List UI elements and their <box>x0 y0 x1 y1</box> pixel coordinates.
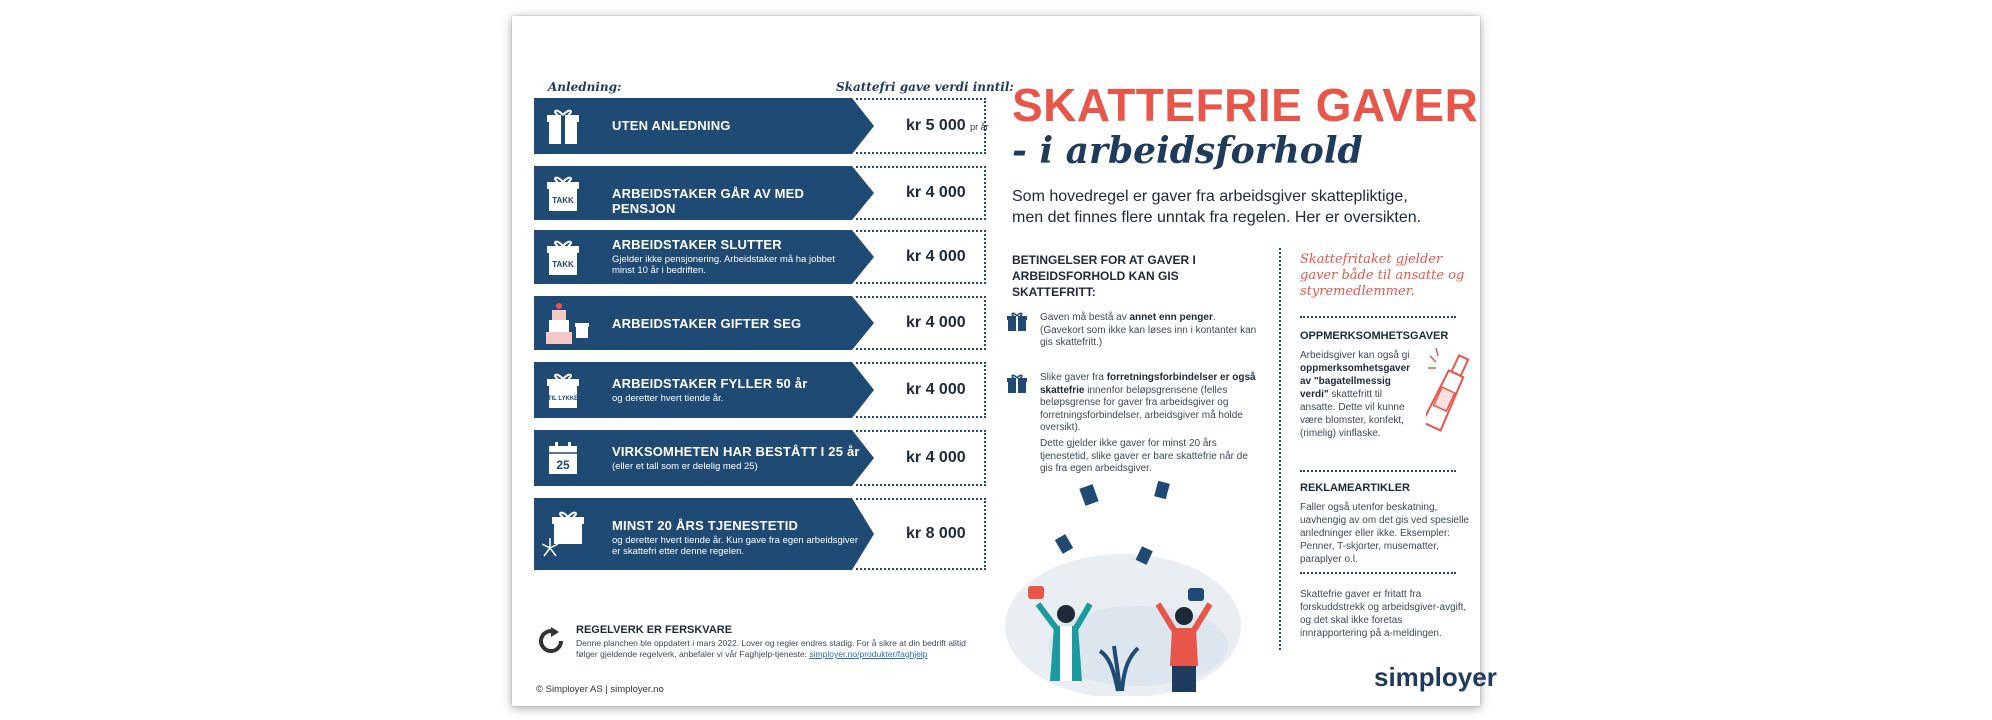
gift-icon <box>1006 372 1028 394</box>
section-text: Arbeidsgiver kan også gi oppmerksomhetsgaver av "bagatellmessig verdi" skattefritt til ansatte. Dette vil kunne være blomster, konfekt, (rimelig) vinflaske. <box>1300 350 1411 439</box>
calendar-25-icon <box>546 438 580 478</box>
row-subtitle: og deretter hvert tiende år. <box>612 393 724 404</box>
row-title: ARBEIDSTAKER GÅR AV MED PENSJON <box>612 186 805 216</box>
page-subtitle: - i arbeidsforhold <box>1012 130 1363 172</box>
value-header: Skattefri gave verdi inntil: <box>836 80 1014 94</box>
svg-text:TAKK: TAKK <box>552 260 574 269</box>
svg-text:TIL LYKKE: TIL LYKKE <box>547 396 579 402</box>
gift-takk-icon <box>546 237 580 277</box>
row-subtitle: og deretter hvert tiende år. Kun gave fra egen arbeidsgiver er skattefri etter denne regelen. <box>612 535 859 557</box>
occasion-row <box>534 430 966 486</box>
row-amount: kr 4 000 <box>906 449 966 466</box>
promo-items-section <box>1300 482 1470 566</box>
gift-fireworks-icon <box>542 508 586 560</box>
copyright: © Simployer AS | simployer.no <box>536 684 664 695</box>
occasion-row <box>534 296 966 350</box>
row-title: UTEN ANLEDNING <box>612 118 731 133</box>
row-title: ARBEIDSTAKER GIFTER SEG <box>612 316 802 331</box>
occasion-row <box>534 230 966 284</box>
row-amount: kr 4 000 <box>906 314 966 331</box>
row-title: ARBEIDSTAKER SLUTTER <box>612 237 782 252</box>
occasion-row <box>534 166 966 220</box>
intro-text: Som hovedregel er gaver fra arbeidsgiver skattepliktige, men det finnes flere unntak fra regelen. Her er oversikten. <box>1012 188 1422 226</box>
occasion-row <box>534 498 966 570</box>
conditions-heading: BETINGELSER FOR AT GAVER I ARBEIDSFORHOLD KAN GIS SKATTEFRITT: <box>1012 253 1196 299</box>
refresh-icon <box>536 626 566 656</box>
row-title: ARBEIDSTAKER FYLLER 50 år <box>612 376 808 391</box>
row-title: VIRKSOMHETEN HAR BESTÅTT I 25 år <box>612 444 860 459</box>
disclaimer-text: Denne planchen ble oppdatert i mars 2022. Lover og regler endres stadig. For å sikre at din bedrift alltid følger gjeldende regelverk, anbefaler vi vår Faghjelp-tjeneste: simployer.no/produkter/faghjelp <box>576 638 966 659</box>
divider <box>1300 316 1456 318</box>
row-title: MINST 20 ÅRS TJENESTETID <box>612 518 799 533</box>
row-subtitle: Gjelder ikke pensjonering. Arbeidstaker må ha jobbet minst 10 år i bedriften. <box>612 254 835 276</box>
svg-text:TAKK: TAKK <box>552 196 574 205</box>
gift-icon <box>546 106 580 146</box>
divider <box>1300 572 1456 574</box>
divider <box>1300 470 1456 472</box>
column-divider <box>1279 248 1281 650</box>
row-amount: kr 5 000 pr år <box>906 117 989 134</box>
faghjelp-link[interactable]: simployer.no/produkter/faghjelp <box>809 649 928 659</box>
gift-til-lykke-icon <box>546 370 580 410</box>
champagne-bottle-icon <box>1426 346 1470 436</box>
highlight-note: Skattefritaket gjelder gaver både til ansatte og styremedlemmer. <box>1300 252 1465 299</box>
celebration-illustration <box>988 476 1258 696</box>
row-amount: kr 4 000 <box>906 381 966 398</box>
section-text: Faller også utenfor beskatning, uavhengig av om det gis ved spesielle anledninger eller ikke. Eksempler: Penner, T-skjorter, musematter, paraplyer o.l. <box>1300 502 1469 565</box>
page-title: SKATTEFRIE GAVER <box>1012 79 1479 131</box>
row-amount: kr 8 000 <box>906 525 966 542</box>
row-amount: kr 4 000 <box>906 248 966 265</box>
infographic-sheet <box>512 16 1497 706</box>
wedding-cake-icon <box>542 300 592 346</box>
condition-item: Slike gaver fra forretningsforbindelser er også skattefrie innenfor beløpsgrensene (felles beløpsgrense for gaver fra arbeidsgiver og forretningsforbindelser, arbeidsgiver må holde oversikt). <box>1040 372 1256 433</box>
section-heading: OPPMERKSOMHETSGAVER <box>1300 330 1449 342</box>
condition-note: Dette gjelder ikke gaver for minst 20 års tjenestetid, slike gaver er bare skattefrie når de gis fra egen arbeidsgiver. <box>1040 438 1248 474</box>
occasion-row <box>534 98 989 154</box>
occasion-row <box>534 362 966 418</box>
svg-text:25: 25 <box>556 458 570 472</box>
section-heading: REKLAMEARTIKLER <box>1300 482 1410 494</box>
condition-item: Gaven må bestå av annet enn penger. (Gavekort som ikke kan løses inn i kontanter kan gis skattefritt.) <box>1040 312 1257 348</box>
row-subtitle: (eller et tall som er delelig med 25) <box>612 461 758 472</box>
gift-takk-icon <box>546 173 580 213</box>
amount-suffix: pr år <box>970 122 989 132</box>
footer-note: Skattefrie gaver er fritatt fra forskuddstrekk og arbeidsgiver-avgift, og det skal ikke foretas innrapportering på a-meldingen. <box>1300 589 1467 639</box>
row-amount: kr 4 000 <box>906 184 966 201</box>
gift-icon <box>1006 310 1028 332</box>
occasion-header: Anledning: <box>548 80 622 94</box>
disclaimer-heading: REGELVERK ER FERSKVARE <box>576 624 733 636</box>
simployer-logo: simployer <box>1374 662 1497 692</box>
